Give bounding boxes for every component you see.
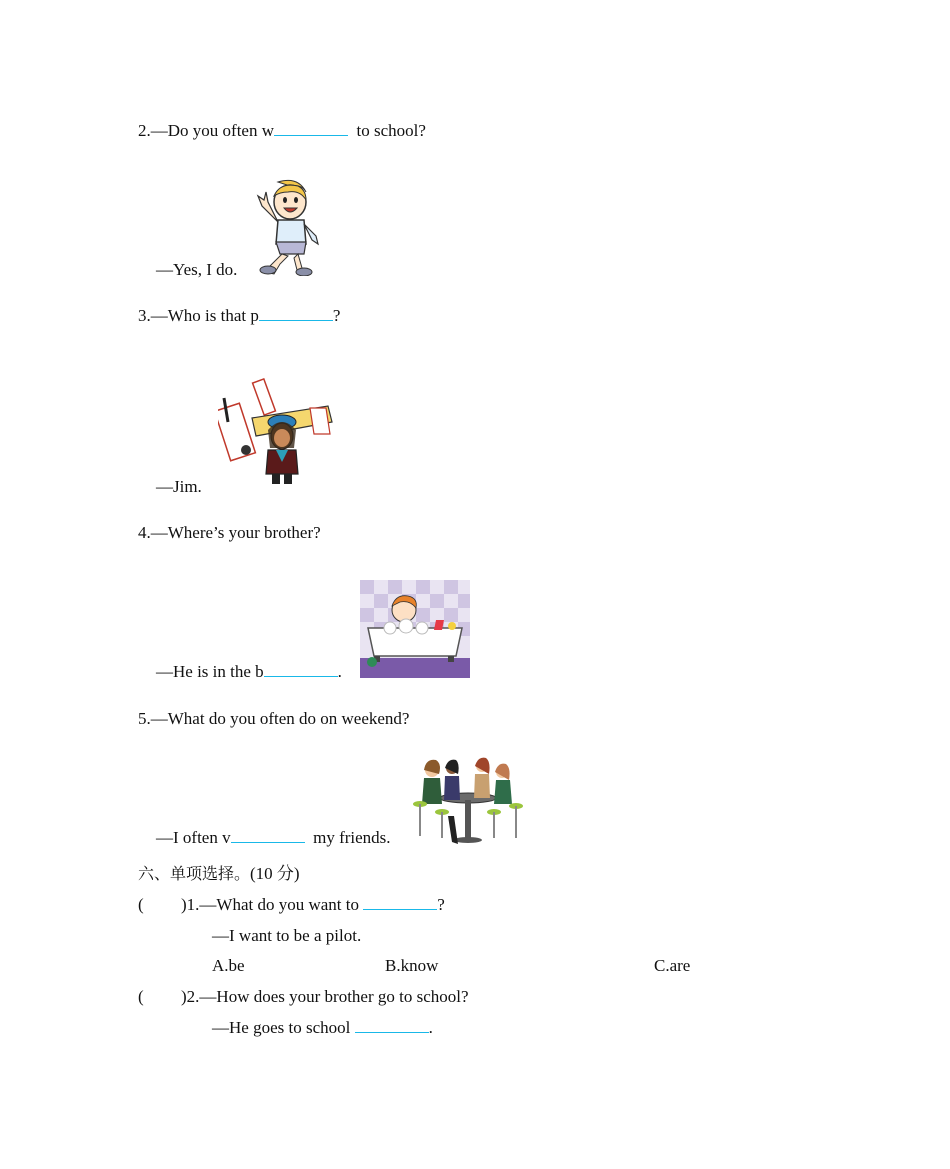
q4-answer bbox=[156, 662, 342, 682]
mc-item-2-question-text: 2.—How does your brother go to school? bbox=[186, 987, 469, 1006]
mc-item-1-paren-close: ) bbox=[181, 895, 187, 914]
mc-item-2-blank[interactable] bbox=[355, 1018, 429, 1033]
mc-item-2-question bbox=[181, 987, 469, 1007]
mc-item-2-answer bbox=[212, 1018, 433, 1038]
mc-item-1-option-a[interactable]: A.be bbox=[212, 956, 245, 975]
q3-question-tail: ? bbox=[332, 306, 341, 325]
q2-question-tail: to school? bbox=[356, 121, 426, 140]
mc-item-2-paren-close: ) bbox=[181, 987, 187, 1006]
q3-question-text: 3.—Who is that p bbox=[138, 306, 259, 325]
mc-item-1-question bbox=[181, 895, 445, 915]
mc-item-1-answer: —I want to be a pilot. bbox=[212, 926, 362, 945]
q2-answer: —Yes, I do. bbox=[156, 260, 238, 279]
q2-blank[interactable] bbox=[274, 121, 348, 136]
q5-answer bbox=[156, 828, 391, 848]
q3-blank[interactable] bbox=[259, 306, 333, 321]
section6-score: (10 分) bbox=[250, 864, 300, 883]
walking-boy-image bbox=[250, 178, 322, 276]
q4-question: 4.—Where’s your brother? bbox=[138, 523, 321, 542]
q3-question bbox=[138, 306, 340, 326]
q5-blank[interactable] bbox=[231, 828, 305, 843]
mc-item-1-blank[interactable] bbox=[363, 895, 437, 910]
mc-item-1-paren-open: ( bbox=[138, 895, 144, 914]
q5-answer-text: —I often v bbox=[156, 828, 231, 847]
section6-title: 六、单项选择。 bbox=[138, 864, 251, 883]
mc-item-2-answer-text: —He goes to school bbox=[212, 1018, 355, 1037]
section6-heading bbox=[138, 864, 300, 884]
mc-item-2-answer-tail: . bbox=[428, 1018, 433, 1037]
pilot-image bbox=[218, 378, 334, 486]
q2-question bbox=[138, 121, 426, 141]
friends-image bbox=[412, 756, 524, 846]
mc-item-1-option-b[interactable]: B.know bbox=[385, 956, 439, 975]
q4-answer-text: —He is in the b bbox=[156, 662, 264, 681]
q2-question-text: 2.—Do you often w bbox=[138, 121, 274, 140]
mc-item-1-option-c[interactable]: C.are bbox=[654, 956, 691, 975]
q3-answer: —Jim. bbox=[156, 477, 202, 496]
mc-item-2-paren-open: ( bbox=[138, 987, 144, 1006]
mc-item-1-question-text: 1.—What do you want to bbox=[186, 895, 364, 914]
mc-item-1-question-tail: ? bbox=[437, 895, 445, 914]
q4-blank[interactable] bbox=[264, 662, 338, 677]
q4-answer-tail: . bbox=[337, 662, 342, 681]
bathtub-image bbox=[360, 580, 470, 678]
q5-answer-tail: my friends. bbox=[313, 828, 391, 847]
q5-question: 5.—What do you often do on weekend? bbox=[138, 709, 410, 728]
mc-item-2-answer-slot[interactable] bbox=[146, 987, 178, 1007]
mc-item-1-answer-slot[interactable] bbox=[146, 895, 178, 915]
